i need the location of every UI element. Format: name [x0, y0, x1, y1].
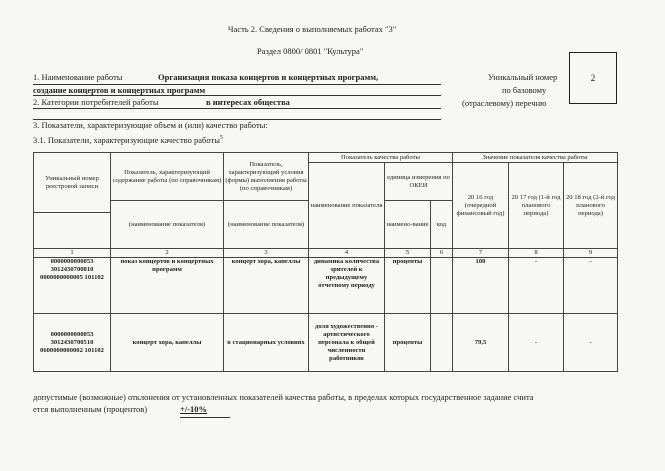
- column-numbers-row: [34, 249, 618, 258]
- underline: [33, 108, 441, 109]
- column-number: 1: [34, 249, 111, 258]
- header-quality: Показатель качества работы: [309, 153, 453, 163]
- header-year-3: 20 18 год (2-й год планового периода): [564, 163, 618, 249]
- work-value-2: создание концертов и концертных программ: [33, 85, 206, 95]
- part-title: Часть 2. Сведения о выполняемых работах "3": [228, 24, 397, 34]
- row-id: 0000000000053 3012430700810 0000000000005 101102: [34, 258, 111, 314]
- footer-text-1: допустимые (возможные) отклонения от установленных показателей качества работы, в пределах которых государственное задание счита: [33, 392, 534, 402]
- column-number: 4: [309, 249, 385, 258]
- header-unit-code: код: [431, 201, 453, 249]
- work-label: 1. Наименование работы: [33, 72, 123, 82]
- column-number: 7: [453, 249, 509, 258]
- column-number: 9: [564, 249, 618, 258]
- footer-text-2: ется выполненным (процентов): [33, 404, 148, 414]
- table-row: [34, 314, 618, 372]
- unique-number-box: [569, 52, 617, 104]
- row-condition: концерт хора, капеллы: [224, 258, 309, 314]
- row-code: [431, 258, 453, 314]
- row-value-2: -: [509, 258, 564, 314]
- underline: [180, 417, 230, 418]
- header-content: Показатель, характеризующий содержание работы (по справочникам): [111, 153, 224, 201]
- footer-value: +/-10%: [180, 404, 208, 414]
- header-indicator-condition: (наименование показателя): [224, 201, 309, 249]
- column-number: 6: [431, 249, 453, 258]
- header-year-1: 20 16 год (очередной финансовый год): [453, 163, 509, 249]
- table-row: [34, 258, 618, 314]
- header-conditions: Показатель, характеризующий условия (формы) выполнения работы (по справочникам): [224, 153, 309, 201]
- unique-number: 2: [590, 73, 596, 83]
- row-id: 0000000000053 3012430700510 0600000000002 101102: [34, 314, 111, 372]
- indicators-heading: 3. Показатели, характеризующие объем и (или) качество работы:: [33, 120, 268, 130]
- category-value: в интересах общества: [206, 97, 290, 107]
- unique-label-1: Уникальный номер: [488, 72, 558, 82]
- row-condition: в стационарных условиях: [224, 314, 309, 372]
- row-unit: проценты: [385, 314, 431, 372]
- header-unique-number: Уникальный номер реестровой записи: [34, 153, 111, 213]
- header-unit: единица измерения по ОКЕИ: [385, 163, 453, 201]
- row-indicator: доля художественно - артистического персонала к общей численности работников: [309, 314, 385, 372]
- underline: [33, 95, 441, 96]
- column-number: 3: [224, 249, 309, 258]
- column-number: 5: [385, 249, 431, 258]
- row-value-2: -: [509, 314, 564, 372]
- header-year-2: 20 17 год (1-й год планового периода): [509, 163, 564, 249]
- quality-table: [33, 152, 618, 372]
- header-indicator-name: наименование показателя: [309, 163, 385, 249]
- indicators-subheading: 3.1. Показатели, характеризующие качество работы$^5$: [33, 134, 223, 145]
- work-value-1: Организация показа концертов и концертных программ,: [158, 72, 379, 82]
- row-value-1: 100: [453, 258, 509, 314]
- header-indicator-content: (наименование показателя): [111, 201, 224, 249]
- row-content: показ концертов и концертных программ: [111, 258, 224, 314]
- unique-label-2: по базовому: [502, 85, 547, 95]
- column-number: 8: [509, 249, 564, 258]
- column-number: 2: [111, 249, 224, 258]
- row-unit: проценты: [385, 258, 431, 314]
- header-values: Значение показателя качества работы: [453, 153, 618, 163]
- header-unique-spacer: [34, 213, 111, 249]
- category-label: 2. Категории потребителей работы: [33, 97, 159, 107]
- section-title: Раздел 0800/ 0801 "Культура": [257, 46, 364, 56]
- row-value-1: 79,5: [453, 314, 509, 372]
- row-content: концерт хора, капеллы: [111, 314, 224, 372]
- row-value-3: -: [564, 314, 618, 372]
- header-unit-name: наимено-вание: [385, 201, 431, 249]
- unique-label-3: (отраслевому) перечню: [462, 98, 547, 108]
- row-value-3: -: [564, 258, 618, 314]
- row-indicator: динамика количества зрителей к предыдущему отчетному периоду: [309, 258, 385, 314]
- row-code: [431, 314, 453, 372]
